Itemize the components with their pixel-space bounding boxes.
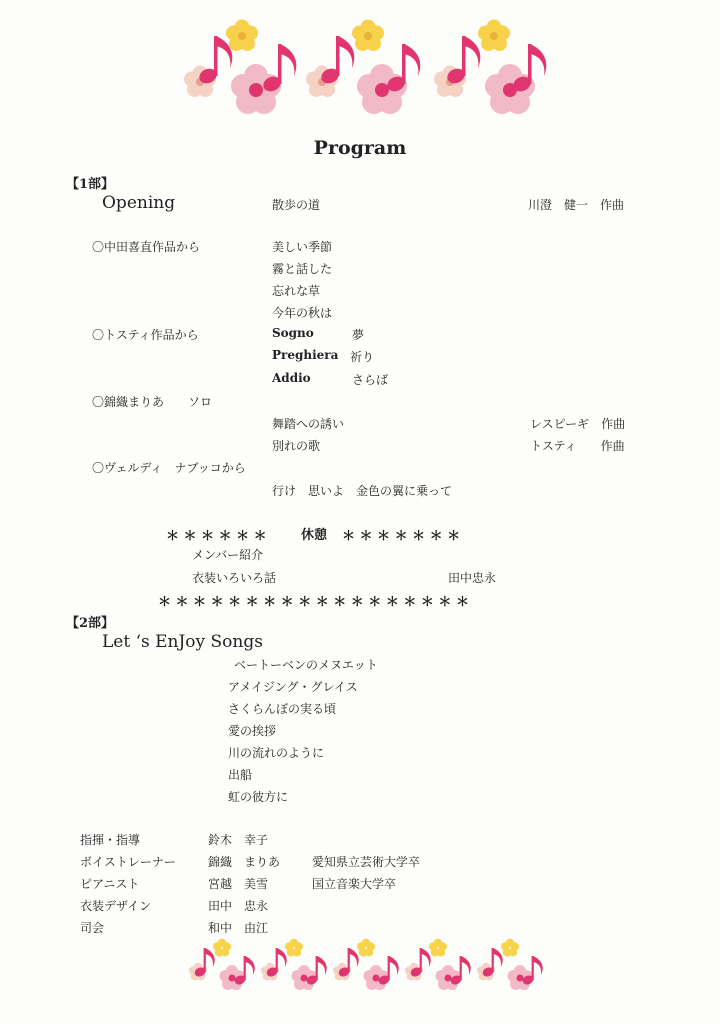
part2-heading: 【2部】 xyxy=(66,616,115,631)
song-item: 別れの歌 xyxy=(272,439,321,453)
song-item: 愛の挨拶 xyxy=(228,724,277,738)
part1-heading: 【1部】 xyxy=(66,177,115,192)
section-label: 〇中田喜直作品から xyxy=(92,240,201,254)
intermission-label: 休憩 xyxy=(301,528,328,543)
opening-label: Opening xyxy=(102,193,176,213)
credit-name: 宮越 美雪 xyxy=(208,877,269,891)
stars-divider: ＊ ＊ ＊ ＊ ＊ ＊ ＊ xyxy=(342,529,461,544)
opening-composer: 川澄 健一 作曲 xyxy=(528,198,625,212)
credit-role: ボイストレーナー xyxy=(80,855,176,869)
intermission-item: メンバー紹介 xyxy=(192,548,264,562)
song-item: 行け 思いよ 金色の翼に乗って xyxy=(272,484,453,498)
song-japanese: さらば xyxy=(352,373,389,387)
song-italian: Addio xyxy=(272,371,311,385)
credit-role: ピアニスト xyxy=(80,877,140,891)
song-japanese: 祈り xyxy=(350,350,375,364)
opening-piece: 散歩の道 xyxy=(272,198,321,212)
section-label: 〇錦織まりあ ソロ xyxy=(92,395,213,409)
top-decoration xyxy=(160,14,560,124)
credit-note: 国立音楽大学卒 xyxy=(312,877,397,891)
song-composer: レスピーギ 作曲 xyxy=(530,417,626,431)
credit-name: 錦織 まりあ xyxy=(208,855,281,869)
song-item: 霧と話した xyxy=(272,262,333,276)
section-label: 〇ヴェルディ ナブッコから xyxy=(92,461,246,475)
credit-role: 司会 xyxy=(80,921,105,935)
song-item: 忘れな草 xyxy=(272,284,321,298)
song-item: ベートーベンのメヌエット xyxy=(234,658,378,672)
credit-role: 指揮・指導 xyxy=(80,833,141,847)
bottom-decoration xyxy=(178,936,548,1006)
intermission-item: 衣装いろいろ話 xyxy=(192,571,277,585)
credit-role: 衣装デザイン xyxy=(80,899,152,913)
song-japanese: 夢 xyxy=(352,328,365,342)
song-item: 今年の秋は xyxy=(272,306,333,320)
song-item: 川の流れのように xyxy=(228,746,325,760)
song-item: 虹の彼方に xyxy=(228,790,289,804)
section-label: 〇トスティ作品から xyxy=(92,328,199,342)
song-item: 出船 xyxy=(228,768,253,782)
stars-divider: ＊ ＊ ＊ ＊ ＊ ＊ ＊ ＊ ＊ ＊ ＊ ＊ ＊ ＊ ＊ ＊ ＊ ＊ xyxy=(158,595,469,610)
song-item: 美しい季節 xyxy=(272,240,333,254)
song-italian: Sogno xyxy=(272,326,314,340)
credit-name: 鈴木 幸子 xyxy=(208,833,269,847)
page-title: Program xyxy=(313,137,407,159)
part2-title: Let ‘s EnJoy Songs xyxy=(102,632,263,652)
song-item: 舞踏への誘い xyxy=(272,417,345,431)
flower-icon xyxy=(184,20,535,115)
credit-name: 和中 由江 xyxy=(208,921,269,935)
song-item: さくらんぼの実る頃 xyxy=(228,702,337,716)
song-composer: トスティ 作曲 xyxy=(530,439,625,453)
song-item: アメイジング・グレイス xyxy=(228,680,358,694)
intermission-presenter: 田中忠永 xyxy=(448,571,497,585)
stars-divider: ＊ ＊ ＊ ＊ ＊ ＊ xyxy=(166,529,267,544)
song-italian: Preghiera xyxy=(272,348,339,362)
credit-name: 田中 忠永 xyxy=(208,899,269,913)
credit-note: 愛知県立芸術大学卒 xyxy=(312,855,421,869)
